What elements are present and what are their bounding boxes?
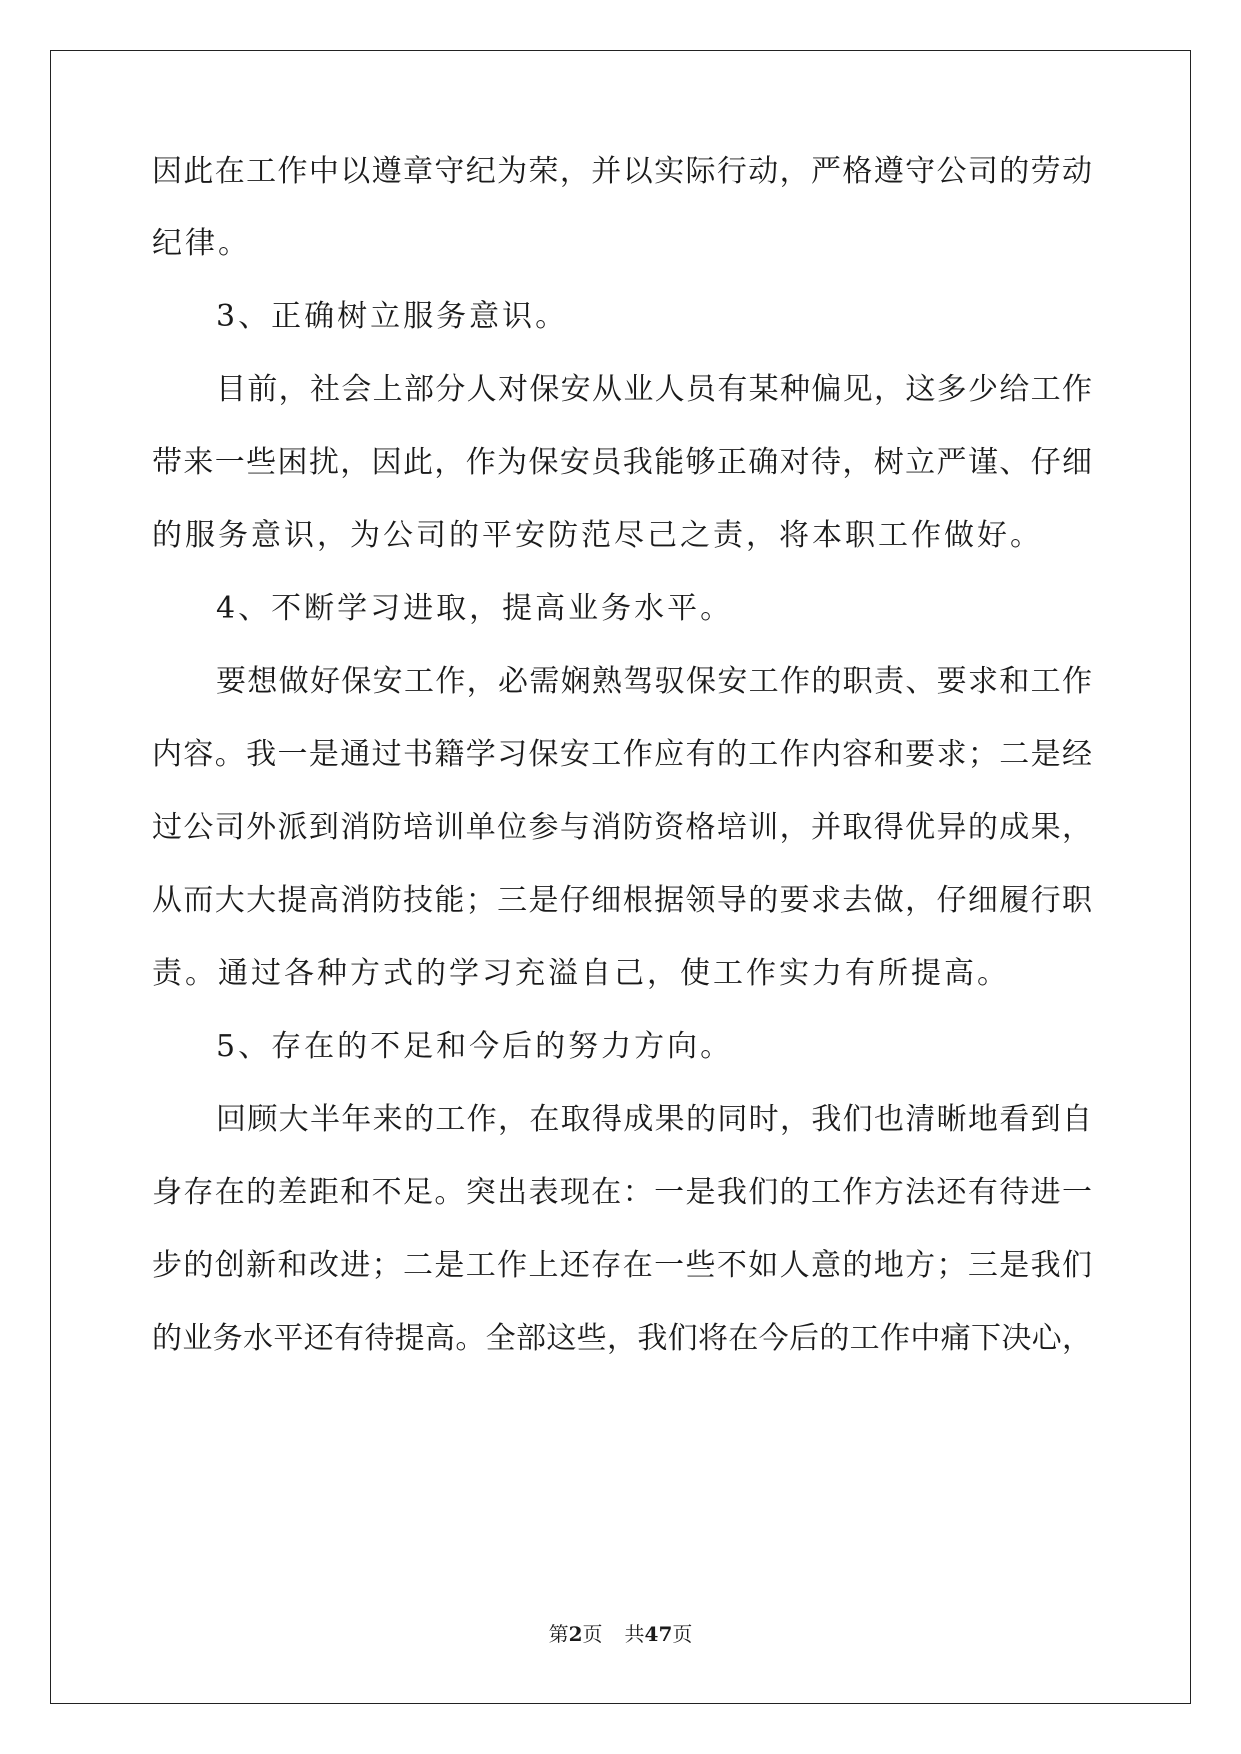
text-line: 步的创新和改进；二是工作上还存在一些不如人意的地方；三是我们 xyxy=(152,1248,1092,1283)
text-line: 责。通过各种方式的学习充溢自己，使工作实力有所提高。 xyxy=(152,956,1010,991)
text-line: 身存在的差距和不足。突出表现在：一是我们的工作方法还有待进一 xyxy=(152,1175,1092,1210)
section-heading: 3、正确树立服务意识。 xyxy=(216,299,569,334)
text-line: 要想做好保安工作，必需娴熟驾驭保安工作的职责、要求和工作 xyxy=(216,664,1092,699)
page-footer xyxy=(0,1620,1241,1648)
text-line: 过公司外派到消防培训单位参与消防资格培训，并取得优异的成果， xyxy=(152,810,1092,845)
page-number: 2 xyxy=(568,1622,583,1646)
text-line: 回顾大半年来的工作，在取得成果的同时，我们也清晰地看到自 xyxy=(216,1102,1092,1137)
text-line: 因此在工作中以遵章守纪为荣，并以实际行动，严格遵守公司的劳动 xyxy=(152,154,1092,189)
total-pages: 47 xyxy=(644,1622,673,1646)
total-prefix: 共 xyxy=(624,1622,645,1646)
text-line: 纪律。 xyxy=(152,226,251,261)
text-line: 带来一些困扰，因此，作为保安员我能够正确对待，树立严谨、仔细 xyxy=(152,445,1092,480)
text-line: 内容。我一是通过书籍学习保安工作应有的工作内容和要求；二是经 xyxy=(152,737,1092,772)
section-heading: 5、存在的不足和今后的努力方向。 xyxy=(216,1029,734,1064)
page-suffix: 页 xyxy=(582,1622,603,1646)
text-line: 从而大大提高消防技能；三是仔细根据领导的要求去做，仔细履行职 xyxy=(152,883,1092,918)
text-line: 的服务意识，为公司的平安防范尽己之责，将本职工作做好。 xyxy=(152,518,1043,553)
section-heading: 4、不断学习进取，提高业务水平。 xyxy=(216,591,734,626)
text-line: 目前，社会上部分人对保安从业人员有某种偏见，这多少给工作 xyxy=(216,372,1092,407)
page-prefix: 第 xyxy=(548,1622,569,1646)
total-suffix: 页 xyxy=(672,1622,693,1646)
text-line: 的业务水平还有待提高。全部这些，我们将在今后的工作中痛下决心， xyxy=(152,1321,1092,1356)
